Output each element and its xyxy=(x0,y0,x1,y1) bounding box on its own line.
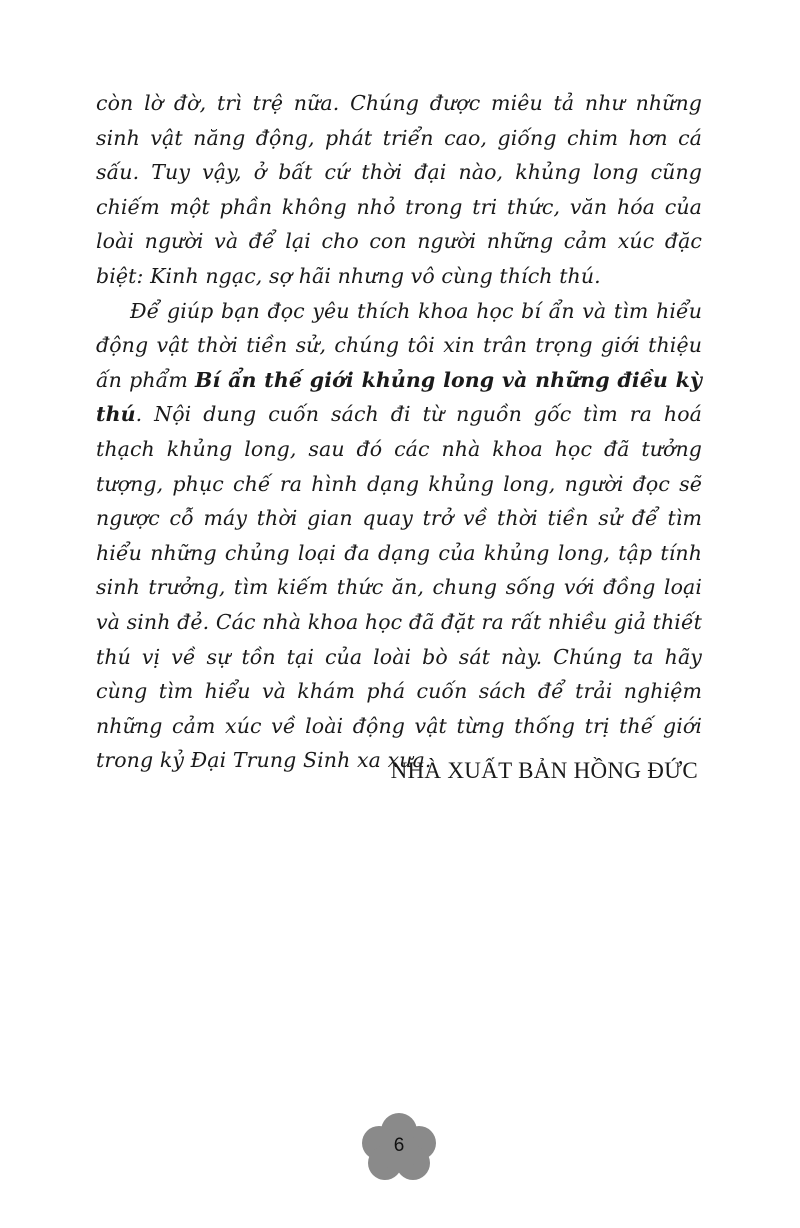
paragraph-2-rest: . Nội dung cuốn sách đi từ nguồn gốc tìm ra hoá thạch khủng long, sau đó các nhà khoa học đã tưởng tượng, phục chế ra hình dạng khủng long, người đọc sẽ ngược cỗ máy thời gian quay trở về thời tiền sử để tìm hiểu những chủng loại đa dạng của khủng long, tập tính sinh trưởng, tìm kiếm thức ăn, chung sống với đồng loại và sinh đẻ. Các nhà khoa học đã đặt ra rất nhiều giả thiết thú vị về sự tồn tại của loài bò sát này. Chúng ta hãy cùng tìm hiểu và khám phá cuốn sách để trải nghiệm những cảm xúc về loài động vật từng thống trị thế giới trong kỷ Đại Trung Sinh xa xưa. xyxy=(96,402,702,773)
paragraph-1: còn lờ đờ, trì trệ nữa. Chúng được miêu tả như những sinh vật năng động, phát triển cao, giống chim hơn cá sấu. Tuy vậy, ở bất cứ thời đại nào, khủng long cũng chiếm một phần không nhỏ trong tri thức, văn hóa của loài người và để lại cho con người những cảm xúc đặc biệt: Kinh ngạc, sợ hãi nhưng vô cùng thích thú. xyxy=(96,91,702,288)
book-title: Bí ẩn thế giới khủng long và những điều kỳ thú xyxy=(96,367,702,427)
body-text xyxy=(96,86,702,778)
paragraph-2-intro: Để giúp bạn đọc yêu thích khoa học bí ẩn và tìm hiểu động vật thời tiền sử, chúng tôi xin trân trọng giới thiệu ấn phẩm xyxy=(96,298,702,392)
page-number: 6 xyxy=(393,1135,405,1156)
page-number-badge xyxy=(359,1111,439,1187)
publisher-name: NHÀ XUẤT BẢN HỒNG ĐỨC xyxy=(390,758,698,783)
paragraph-2 xyxy=(96,294,702,778)
